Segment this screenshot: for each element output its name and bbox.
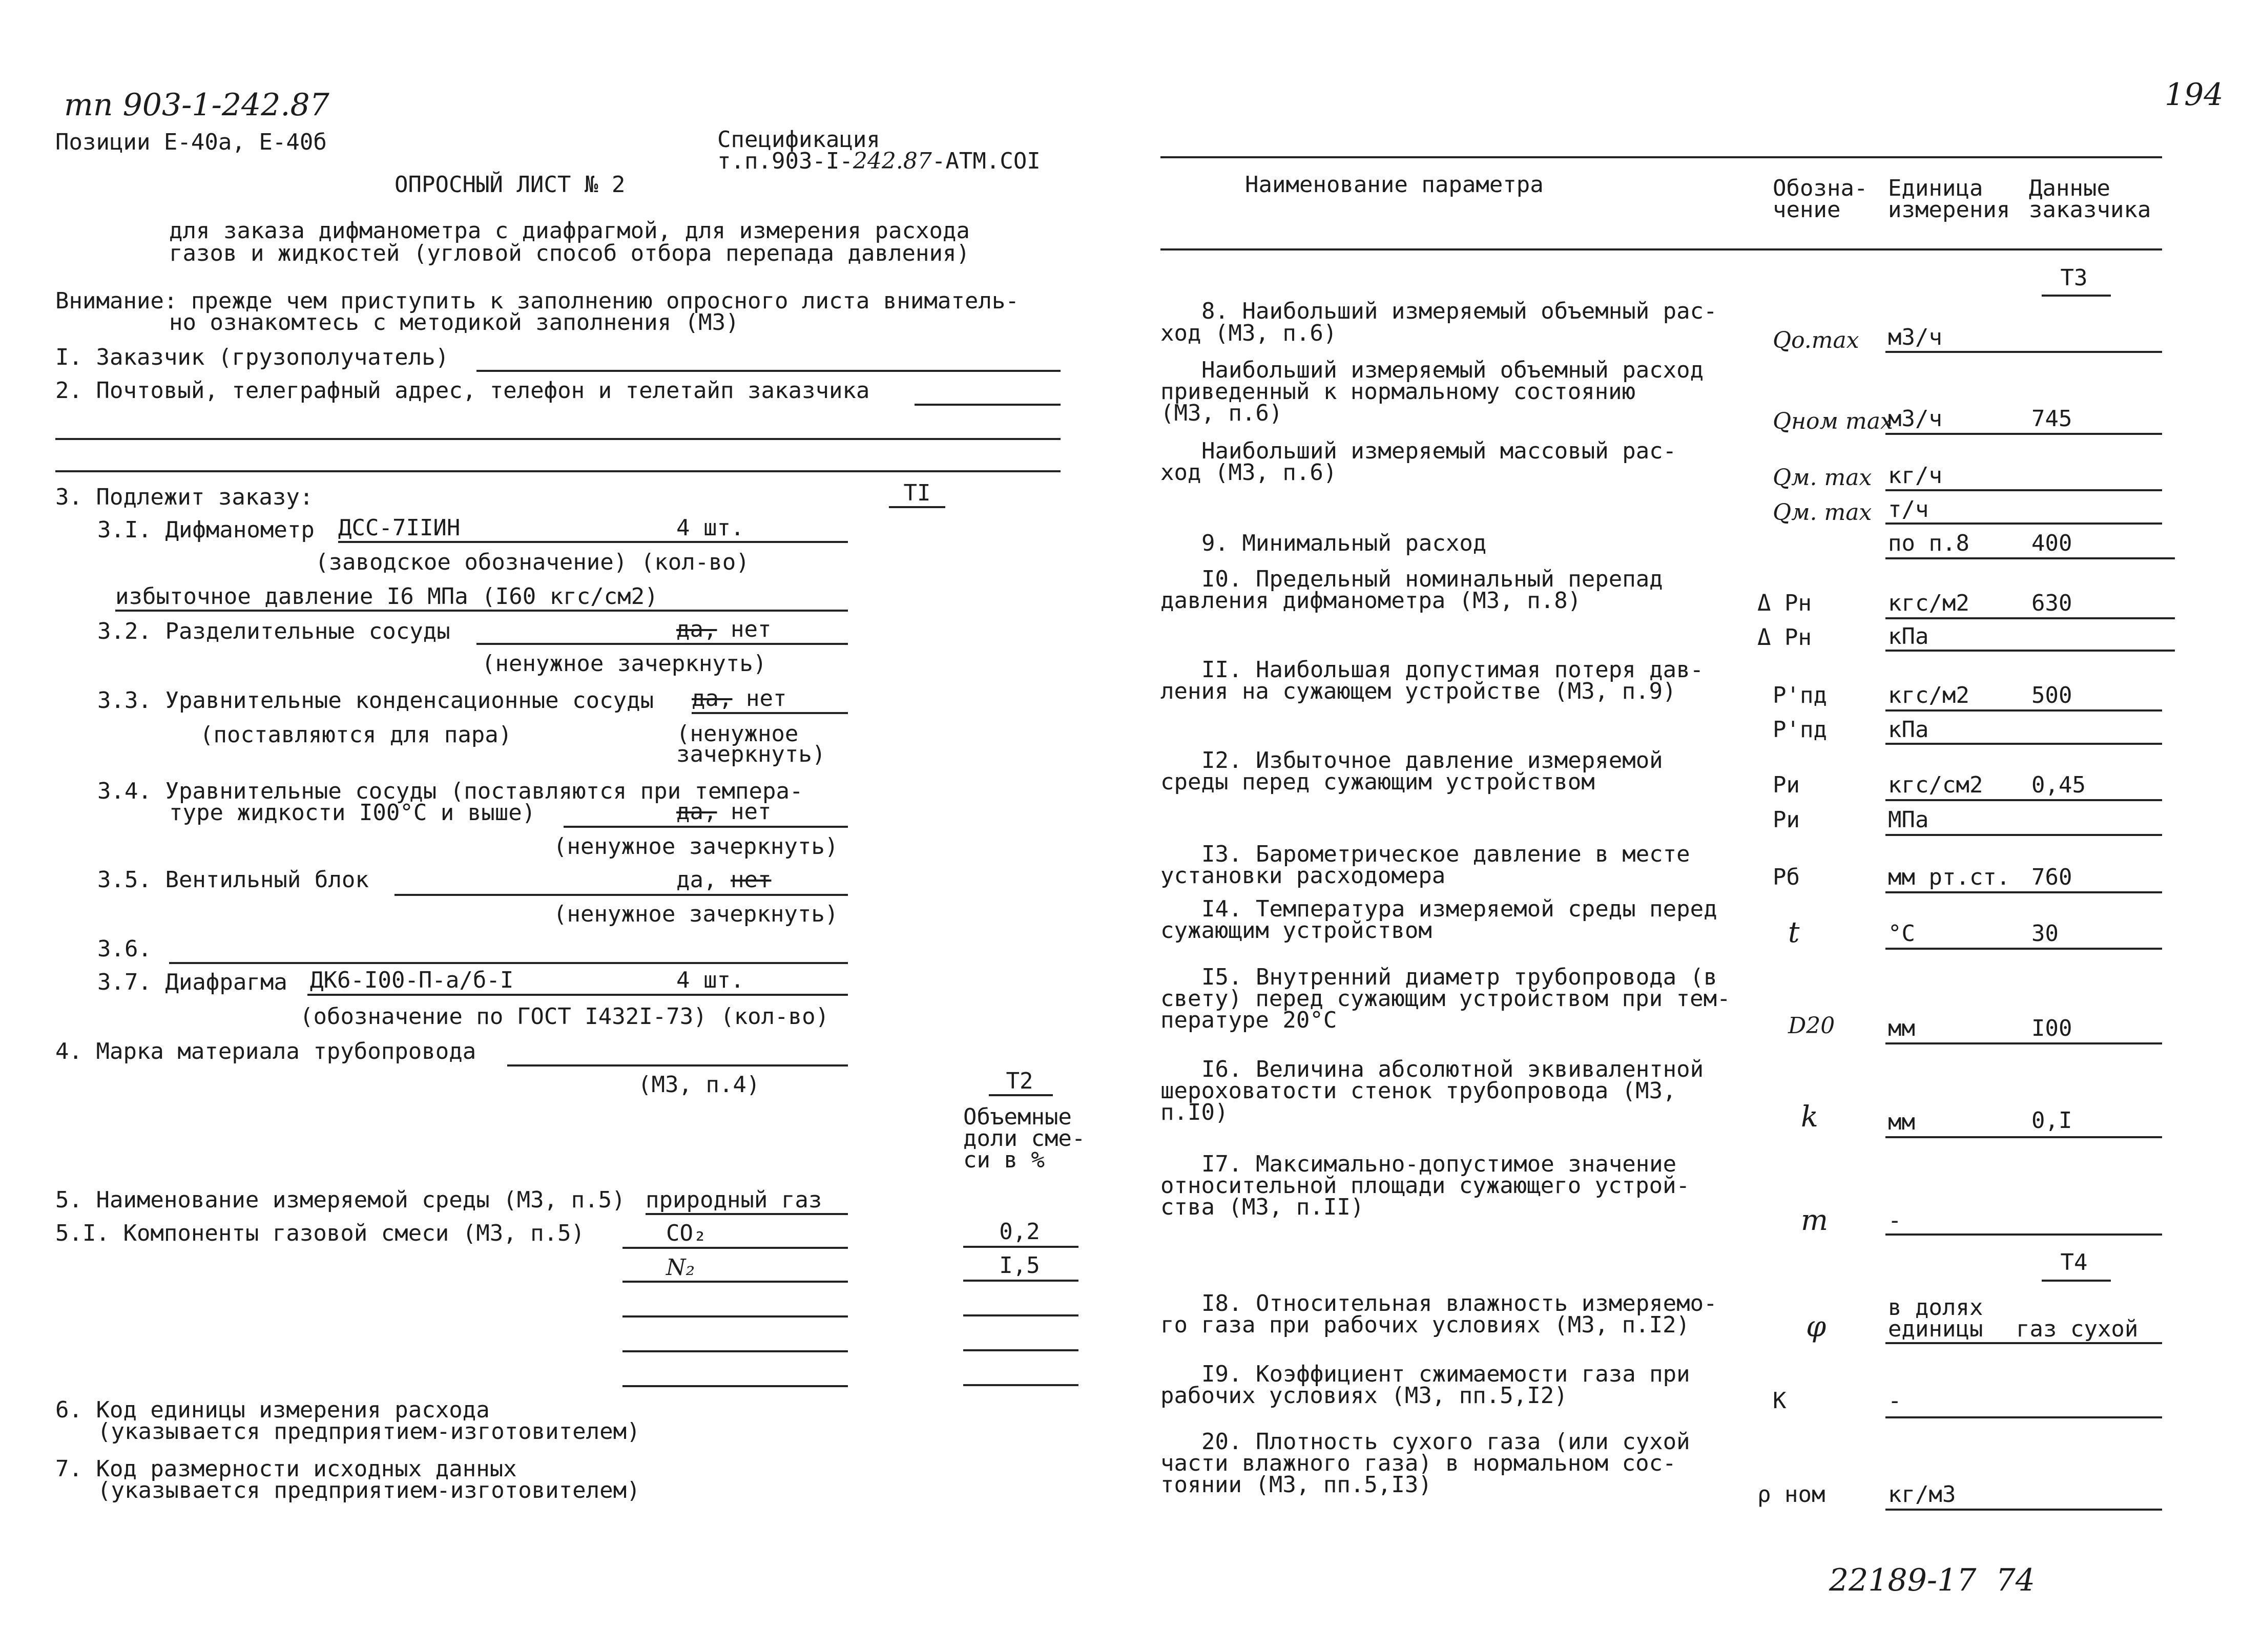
handwritten-page-number: 194: [2165, 77, 2224, 113]
param-10b-symbol: Δ Рн: [1757, 624, 1812, 651]
fill-line: [476, 370, 1061, 372]
strike-note: (ненужное зачеркнуть): [553, 833, 839, 860]
col-header-data-1: Данные: [2029, 175, 2110, 201]
param-19-unit: -: [1888, 1388, 1902, 1414]
param-11-line-1: II. Наибольшая допустимая потеря дав-: [1201, 657, 1704, 683]
fill-line: [1885, 891, 2162, 893]
item-3-4-line-2: туре жидкости I00°С и выше): [169, 800, 536, 826]
param-8c-line-2: ход (МЗ, п.6): [1160, 459, 1337, 486]
fill-line: [963, 1349, 1078, 1351]
fill-line: [1885, 799, 2162, 801]
item-3-5-label: 3.5. Вентильный блок: [97, 867, 369, 893]
param-16-line-1: I6. Величина абсолютной эквивалентной: [1201, 1056, 1704, 1082]
handwritten-bottom-code: 22189-17 74: [1829, 1562, 2035, 1598]
item-3-to-order: 3. Подлежит заказу:: [55, 484, 314, 510]
item-6-line-2: (указывается предприятием-изготовителем): [97, 1418, 640, 1445]
fill-line: [564, 826, 848, 828]
item-3-3-strike-note-2: зачеркнуть): [676, 741, 826, 767]
param-18-unit-2: единицы: [1888, 1316, 1983, 1342]
attention-line-1: Внимание: прежде чем приступить к заполнению опросного листа вниматель-: [55, 288, 1019, 314]
param-11-line-2: ления на сужающем устройстве (МЗ, п.9): [1160, 678, 1676, 704]
fill-line: [1885, 743, 2162, 745]
param-16-unit: мм: [1888, 1109, 1915, 1135]
fill-line: [1885, 1136, 2162, 1138]
fill-line: [55, 470, 1061, 472]
param-18-symbol: φ: [1806, 1310, 1826, 1344]
param-18-line-2: го газа при рабочих условиях (МЗ, п.I2): [1160, 1312, 1690, 1338]
item-3-7-label: 3.7. Диафрагма: [97, 969, 287, 995]
col-header-unit-1: Единица: [1888, 175, 1983, 201]
fill-line: [1885, 1042, 2162, 1044]
fill-line: [115, 610, 848, 612]
item-4-note: (МЗ, п.4): [638, 1072, 760, 1098]
spec-title: Спецификация: [717, 127, 880, 153]
fill-line: [1885, 433, 2162, 435]
fill-line: [1885, 1342, 2162, 1344]
handwritten-doc-code: тп 903-1-242.87: [64, 87, 329, 123]
item-5-value: природный газ: [646, 1187, 822, 1213]
param-19-symbol: К: [1773, 1388, 1787, 1414]
col-header-data-2: заказчика: [2029, 197, 2151, 223]
fill-line: [963, 1246, 1078, 1248]
param-20-line-2: части влажного газа) в нормальном сос-: [1160, 1450, 1676, 1476]
param-16-line-3: п.I0): [1160, 1099, 1229, 1125]
t2-header-3: си в %: [963, 1147, 1045, 1173]
param-10-unit: кгс/м2: [1888, 590, 1969, 616]
param-13-value: 760: [2031, 864, 2072, 890]
param-8b-line-3: (МЗ, п.6): [1160, 400, 1283, 426]
table-top-rule: [1160, 156, 2162, 158]
fill-line: [1885, 709, 2162, 712]
param-11b-unit: кПа: [1888, 717, 1929, 743]
param-15-value: I00: [2031, 1015, 2072, 1041]
item-5-medium: 5. Наименование измеряемой среды (МЗ, п.5): [55, 1187, 626, 1213]
item-3-1-label: 3.I. Дифманометр: [97, 517, 315, 543]
table-header-rule: [1160, 248, 2162, 250]
param-18-unit-1: в долях: [1888, 1294, 1983, 1321]
item-1-customer: I. Заказчик (грузополучатель): [55, 344, 449, 370]
item-3-2-options: да, нет: [676, 616, 772, 642]
item-3-3-strike-note-1: (ненужное: [676, 721, 799, 747]
item-3-7-note: (обозначение по ГОСТ I432I-73) (кол-во): [300, 1003, 829, 1030]
table-t2-label: T2: [1006, 1068, 1033, 1094]
spec-code: т.п.903-I-242.87-АТМ.СОI: [717, 148, 1041, 174]
t1-underline: [889, 506, 945, 508]
item-7-line-1: 7. Код размерности исходных данных: [55, 1456, 517, 1482]
param-13-line-1: I3. Барометрическое давление в месте: [1201, 841, 1690, 867]
col-header-name: Наименование параметра: [1245, 172, 1544, 198]
fill-line: [622, 1315, 848, 1318]
param-9-unit: по п.8: [1888, 530, 1969, 556]
item-3-7-value: ДК6-I00-П-а/б-I: [310, 967, 514, 993]
t2-header-2: доли сме-: [963, 1125, 1086, 1152]
param-14-value: 30: [2031, 921, 2059, 947]
fill-line: [55, 438, 1061, 440]
item-3-5-options: да, нет: [676, 867, 772, 893]
fill-line: [963, 1314, 1078, 1316]
col-header-symbol-2: чение: [1773, 197, 1841, 223]
param-11-value: 500: [2031, 682, 2072, 708]
positions-label: Позиции Е-40а, Е-40б: [55, 129, 327, 155]
item-3-3-options: да, нет: [692, 685, 787, 712]
param-8b-symbol: Qном max: [1773, 408, 1893, 434]
param-17-unit: -: [1888, 1207, 1902, 1233]
param-12b-unit: МПа: [1888, 807, 1929, 833]
strike-note: (ненужное зачеркнуть): [482, 651, 767, 677]
param-19-line-1: I9. Коэффициент сжимаемости газа при: [1201, 1361, 1690, 1387]
param-15-line-3: пературе 20°С: [1160, 1007, 1337, 1033]
param-10b-unit: кПа: [1888, 623, 1929, 650]
strike-note: (ненужное зачеркнуть): [553, 901, 839, 927]
item-2-address: 2. Почтовый, телеграфный адрес, телефон и телетайп заказчика: [55, 378, 870, 404]
fill-line: [1885, 948, 2162, 950]
t3-underline: [2042, 295, 2111, 297]
component-1-name: CO₂: [666, 1220, 707, 1246]
fill-line: [507, 1064, 848, 1067]
param-8d-symbol: Qм. max: [1773, 499, 1872, 526]
param-10-line-2: давления дифманометра (МЗ, п.8): [1160, 588, 1582, 614]
item-6-line-1: 6. Код единицы измерения расхода: [55, 1397, 490, 1423]
param-20-symbol: ρ ном: [1757, 1481, 1825, 1508]
param-15-symbol: D20: [1788, 1013, 1835, 1039]
param-8c-symbol: Qм. max: [1773, 465, 1872, 491]
param-8b-value: 745: [2031, 406, 2072, 432]
param-10-symbol: Δ Рн: [1757, 590, 1812, 616]
param-16-symbol: k: [1801, 1100, 1818, 1134]
param-8b-line-2: приведенный к нормальному состоянию: [1160, 379, 1636, 405]
param-8c-line-1: Наибольший измеряемый массовый рас-: [1201, 438, 1677, 464]
fill-line: [646, 1213, 848, 1215]
item-3-4-line-1: 3.4. Уравнительные сосуды (поставляются при темпера-: [97, 778, 803, 804]
param-18-line-1: I8. Относительная влажность измеряемо-: [1201, 1290, 1717, 1316]
param-12-line-2: среды перед сужающим устройством: [1160, 769, 1595, 795]
param-10-line-1: I0. Предельный номинальный перепад: [1201, 566, 1663, 592]
t2-header-1: Объемные: [963, 1104, 1072, 1130]
param-14-line-1: I4. Температура измеряемой среды перед: [1201, 896, 1717, 922]
t4-underline: [2042, 1280, 2111, 1282]
fill-line: [1885, 834, 2162, 836]
item-3-1-pressure: избыточное давление I6 МПа (I60 кгс/см2): [115, 583, 658, 610]
param-17-line-3: ства (МЗ, п.II): [1160, 1194, 1364, 1220]
param-8-line-2: ход (МЗ, п.6): [1160, 320, 1337, 346]
fill-line: [169, 962, 848, 964]
param-10-value: 630: [2031, 590, 2072, 616]
component-1-value: 0,2: [999, 1219, 1040, 1245]
param-15-unit: мм: [1888, 1015, 1915, 1041]
param-8c-unit: кг/ч: [1888, 463, 1942, 489]
param-20-line-3: тоянии (МЗ, пп.5,I3): [1160, 1472, 1432, 1498]
item-3-1-qty: 4 шт.: [676, 515, 744, 541]
fill-line: [963, 1280, 1078, 1282]
param-8-unit: м3/ч: [1888, 324, 1942, 350]
item-3-7-qty: 4 шт.: [676, 967, 744, 993]
item-3-1-note: (заводское обозначение) (кол-во): [315, 549, 750, 575]
param-11b-symbol: Р'пд: [1773, 717, 1827, 743]
purpose-line-2: газов и жидкостей (угловой способ отбора перепада давления): [169, 240, 970, 266]
param-15-line-2: свету) перед сужающим устройством при тем-: [1160, 986, 1731, 1012]
item-3-6-label: 3.6.: [97, 936, 152, 962]
param-12-value: 0,45: [2031, 772, 2086, 798]
param-8d-unit: т/ч: [1888, 496, 1929, 522]
param-14-unit: °С: [1888, 921, 1915, 947]
param-8-symbol: Qo.max: [1773, 327, 1859, 353]
fill-line: [1885, 1233, 2162, 1236]
param-16-value: 0,I: [2031, 1107, 2072, 1134]
fill-line: [1885, 650, 2175, 652]
param-13-symbol: Рб: [1773, 864, 1800, 890]
param-20-unit: кг/м3: [1888, 1481, 1956, 1508]
item-3-1-value: ДСС-7IIИН: [338, 515, 461, 541]
fill-line: [622, 1281, 848, 1283]
fill-line: [476, 643, 848, 645]
item-3-3-label: 3.3. Уравнительные конденсационные сосуды: [97, 687, 654, 714]
param-11-unit: кгс/м2: [1888, 682, 1969, 708]
param-16-line-2: шероховатости стенок трубопровода (МЗ,: [1160, 1078, 1676, 1104]
sheet-title: ОПРОСНЫЙ ЛИСТ № 2: [395, 172, 626, 198]
item-3-4-options: да, нет: [676, 799, 772, 825]
table-t4-label: T4: [2060, 1249, 2088, 1275]
param-13-unit: мм рт.ст.: [1888, 864, 2010, 890]
param-9-line-1: 9. Минимальный расход: [1201, 530, 1487, 556]
item-3-3-note: (поставляются для пара): [200, 722, 512, 748]
fill-line: [622, 1385, 848, 1387]
param-17-line-2: относительной площади сужающего устрой-: [1160, 1173, 1690, 1199]
fill-line: [1885, 617, 2175, 619]
fill-line: [915, 404, 1061, 406]
component-2-value: I,5: [999, 1252, 1040, 1279]
param-13-line-2: установки расходомера: [1160, 863, 1446, 889]
param-9-value: 400: [2031, 530, 2072, 556]
col-header-unit-2: измерения: [1888, 197, 2010, 223]
param-8b-line-1: Наибольший измеряемый объемный расход: [1201, 357, 1704, 383]
param-18-value: газ сухой: [2016, 1316, 2139, 1342]
purpose-line-1: для заказа дифманометра с диафрагмой, для измерения расхода: [169, 218, 970, 244]
fill-line: [395, 894, 848, 896]
table-t1-label: TI: [903, 480, 931, 506]
t2-underline: [989, 1094, 1053, 1096]
fill-line: [1885, 1509, 2162, 1511]
fill-line: [1885, 1416, 2162, 1418]
param-15-line-1: I5. Внутренний диаметр трубопровода (в: [1201, 964, 1717, 990]
fill-line: [1885, 351, 2162, 353]
component-2-name: N₂: [666, 1254, 695, 1281]
fill-line: [1885, 522, 2162, 525]
fill-line: [622, 1350, 848, 1352]
param-12-unit: кгс/см2: [1888, 772, 1983, 798]
col-header-symbol-1: Обозна-: [1773, 175, 1868, 201]
param-17-line-1: I7. Максимально-допустимое значение: [1201, 1151, 1677, 1177]
fill-line: [1885, 489, 2162, 491]
fill-line: [692, 712, 848, 714]
param-12-line-1: I2. Избыточное давление измеряемой: [1201, 747, 1663, 773]
item-4-pipe-material: 4. Марка материала трубопровода: [55, 1038, 476, 1064]
item-5-1-components: 5.I. Компоненты газовой смеси (МЗ, п.5): [55, 1220, 585, 1246]
param-12b-symbol: Ри: [1773, 807, 1800, 833]
param-20-line-1: 20. Плотность сухого газа (или сухой: [1201, 1429, 1690, 1455]
param-8b-unit: м3/ч: [1888, 406, 1942, 432]
fill-line: [338, 541, 848, 543]
item-7-line-2: (указывается предприятием-изготовителем): [97, 1477, 640, 1503]
param-14-symbol: t: [1788, 916, 1800, 949]
param-8-line-1: 8. Наибольший измеряемый объемный рас-: [1201, 298, 1717, 324]
param-12-symbol: Ри: [1773, 772, 1800, 798]
param-19-line-2: рабочих условиях (МЗ, пп.5,I2): [1160, 1383, 1568, 1409]
fill-line: [963, 1384, 1078, 1386]
item-3-2-label: 3.2. Разделительные сосуды: [97, 618, 450, 644]
table-t3-label: T3: [2060, 265, 2088, 291]
fill-line: [1885, 557, 2175, 559]
fill-line: [307, 994, 848, 996]
param-14-line-2: сужающим устройством: [1160, 917, 1432, 944]
attention-line-2: но ознакомтесь с методикой заполнения (МЗ): [169, 309, 739, 336]
fill-line: [622, 1247, 848, 1249]
param-17-symbol: m: [1801, 1204, 1829, 1237]
param-11-symbol: Р'пд: [1773, 682, 1827, 708]
